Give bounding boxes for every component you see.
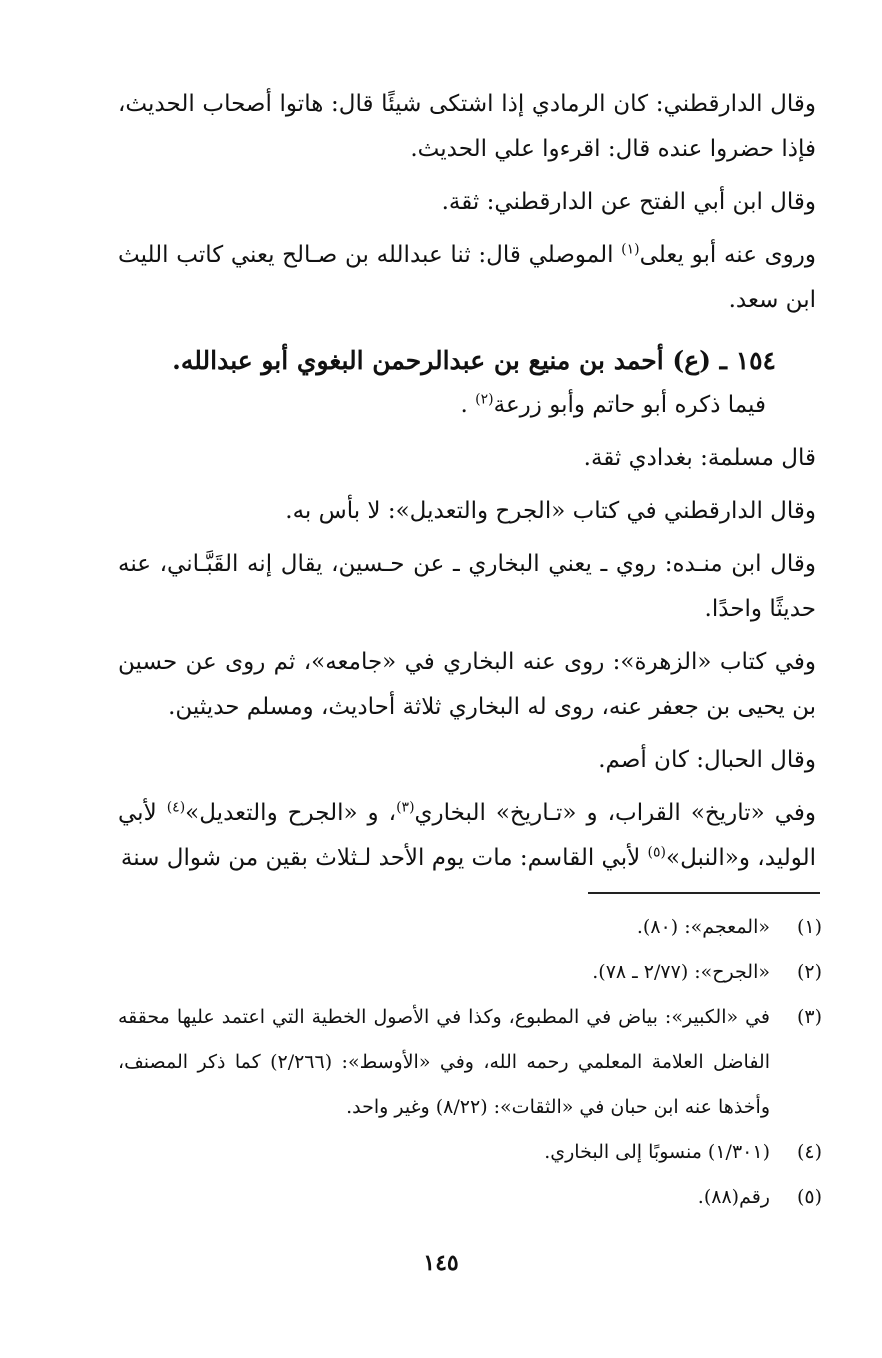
paragraph-ibn-mandah: وقال ابن منـده: روي ـ يعني البخاري ـ عن حـسين، يقال إنه القَبَّـاني، عنه حديثًا واحدًا. (118, 551, 816, 622)
paragraph-tarikh-part2: ، و «الجرح والتعديل» (185, 800, 397, 826)
footnote-ref-2: (٢) (475, 391, 494, 408)
page-number: ١٤٥ (423, 1250, 459, 1276)
footnote-2 (118, 950, 822, 995)
footnote-5 (118, 1175, 822, 1220)
paragraph-habbal: وقال الحبال: كان أصم. (598, 747, 816, 773)
paragraph-maslama: قال مسلمة: بغدادي ثقة. (583, 445, 816, 471)
entry-subline (118, 383, 816, 428)
paragraph-abu-yala-part2: الموصلي قال: ثنا عبدالله بن صـالح يعني كاتب الليث ابن سعد. (118, 242, 816, 313)
paragraph-zahra: وفي كتاب «الزهرة»: روى عنه البخاري في «جامعه»، ثم روى عن حسين بن يحيى بن جعفر عنه، روى له البخاري ثلاثة أحاديث، ومسلم حديثين. (118, 649, 816, 720)
footnote-text: «المعجم»: (٨٠). (636, 916, 770, 938)
footnotes (118, 905, 822, 1220)
footnote-number: (٢) (796, 961, 822, 983)
paragraph-tarikh-part4: لأبي القاسم: مات يوم الأحد لـثلاث بقين من شوال سنة (120, 845, 648, 871)
footnote-ref-5: (٥) (647, 844, 667, 861)
footnote-text: (١/٣٠١) منسوبًا إلى البخاري. (544, 1141, 770, 1163)
footnote-number: (٤) (796, 1141, 822, 1163)
paragraph-daraqutni-ramadi: وقال الدارقطني: كان الرمادي إذا اشتكى شيئًا قال: هاتوا أصحاب الحديث، فإذا حضروا عنده قال: اقرءوا علي الحديث. (118, 91, 816, 162)
footnote-number: (١) (796, 916, 822, 938)
entry-subline-text: فيما ذكره أبو حاتم وأبو زرعة (493, 392, 766, 418)
paragraph-daraqutni-jarh: وقال الدارقطني في كتاب «الجرح والتعديل»: لا بأس به. (285, 498, 816, 524)
body-text-top (118, 82, 816, 323)
footnote-4 (118, 1130, 822, 1175)
footnote-text: في «الكبير»: بياض في المطبوع، وكذا في الأصول الخطية التي اعتمد عليها محققه الفاضل العلامة المعلمي رحمه الله، وفي «الأوسط»: (٢/٢٦٦) كما ذكر المصنف، وأخذها عنه ابن حبان في «الثقات»: (٨/٢٢) وغير واحد. (118, 1006, 770, 1118)
footnote-ref-3: (٣) (396, 799, 415, 816)
entry-heading: ١٥٤ ـ (ع) أحمد بن منيع بن عبدالرحمن البغوي أبو عبدالله. (172, 346, 776, 375)
paragraph-tarikh-part3: لأبي الوليد، و«النبل» (118, 800, 816, 871)
paragraph-tarikh-part1: وفي «تاريخ» القراب، و «تـاريخ» البخاري (414, 800, 816, 826)
paragraph-abu-yala (118, 233, 816, 323)
footnote-1 (118, 905, 822, 950)
footnote-number: (٥) (796, 1186, 822, 1208)
paragraph-abu-yala-part1: وروى عنه أبو يعلى (639, 242, 816, 268)
paragraph-ibn-abi-alfath: وقال ابن أبي الفتح عن الدارقطني: ثقة. (441, 189, 816, 215)
footnote-ref-1: (١) (621, 241, 640, 258)
footnote-3 (118, 995, 822, 1130)
paragraph-tarikh (118, 791, 816, 881)
footnote-ref-4: (٤) (166, 799, 186, 816)
footnote-number: (٣) (796, 1006, 822, 1028)
footnote-divider (588, 892, 820, 894)
footnote-text: رقم(٨٨). (697, 1186, 770, 1208)
footnote-text: «الجرح»: (٢/٧٧ ـ ٧٨). (592, 961, 770, 983)
entry-154 (118, 338, 816, 881)
entry-subline-end: . (460, 392, 476, 418)
